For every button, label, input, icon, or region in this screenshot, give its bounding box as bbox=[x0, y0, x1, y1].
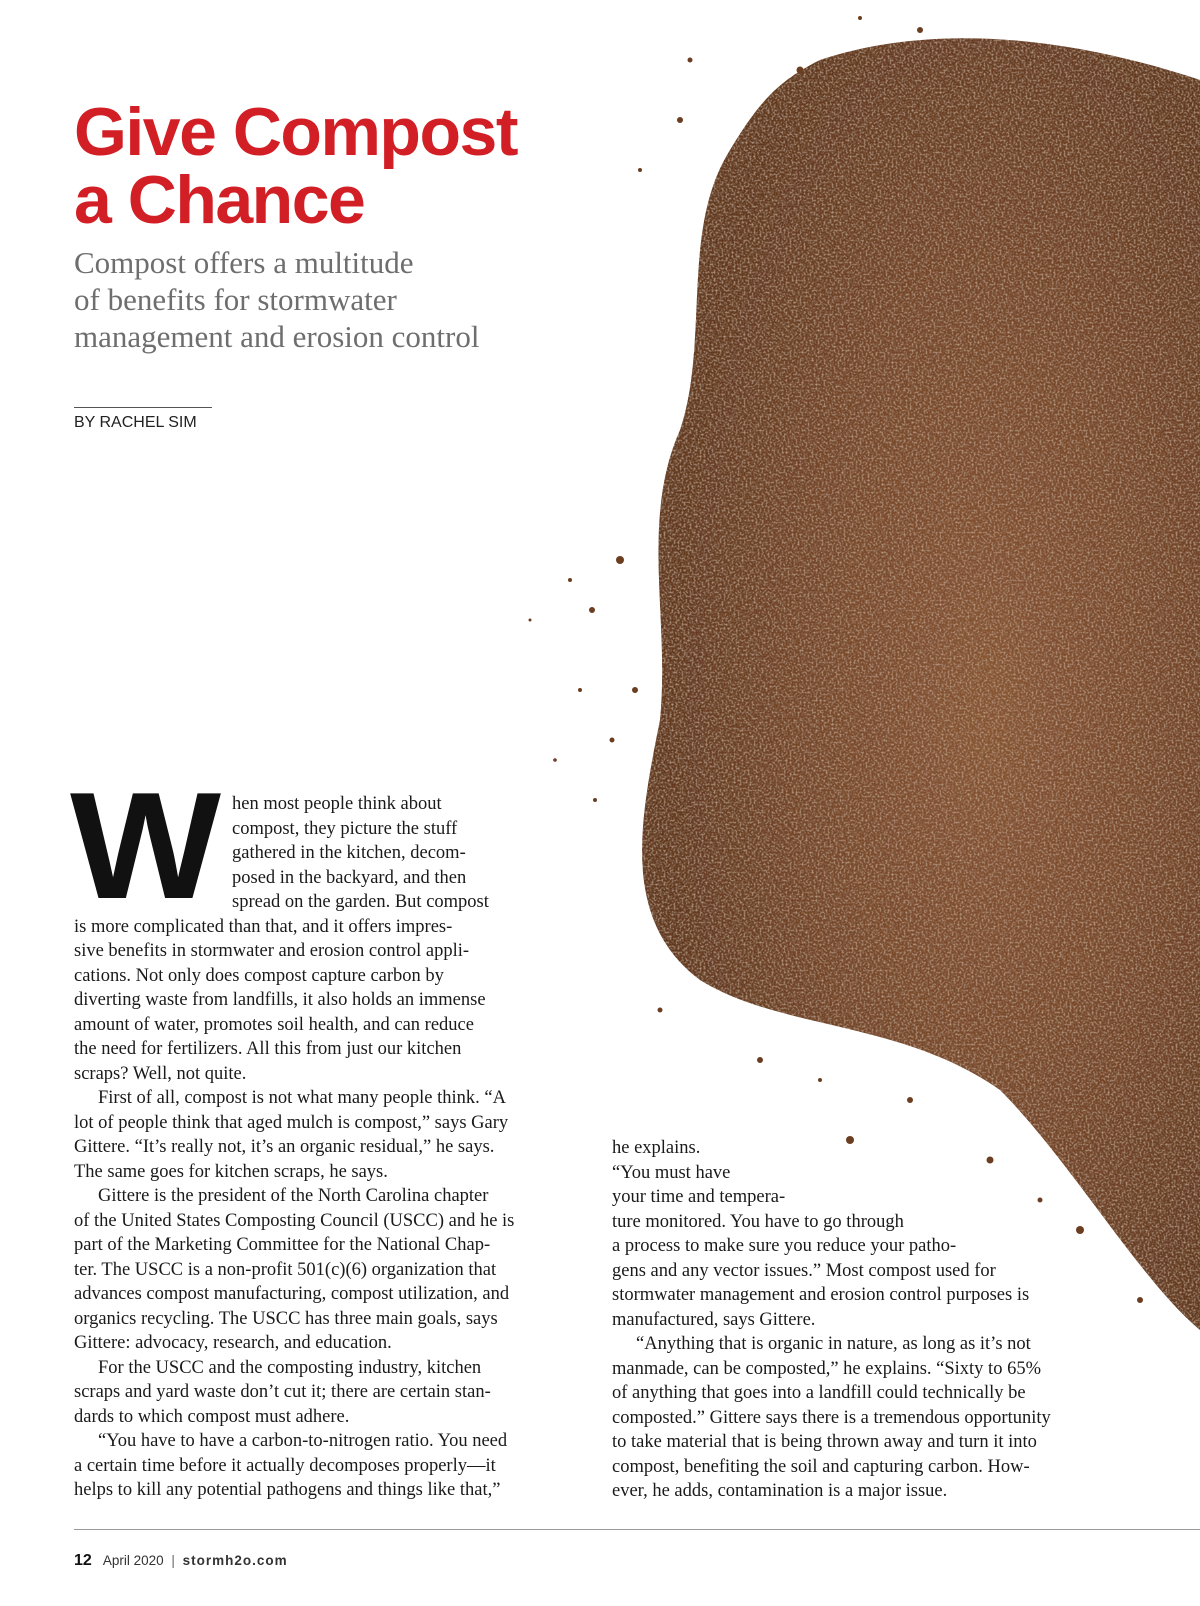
body-text-line: organics recycling. The USCC has three main goals, says bbox=[74, 1308, 498, 1329]
body-text-line: sive benefits in stormwater and erosion control appli- bbox=[74, 941, 470, 961]
page-number: 12 bbox=[74, 1552, 92, 1569]
body-text-line: part of the Marketing Committee for the National Chap- bbox=[74, 1235, 491, 1255]
footer-separator: | bbox=[171, 1553, 175, 1568]
body-text-line: stormwater management and erosion control purposes is bbox=[612, 1285, 1030, 1305]
body-text-line: ever, he adds, contamination is a major issue. bbox=[612, 1481, 948, 1501]
body-text-line: Gittere is the president of the North Carolina chapter bbox=[98, 1186, 489, 1206]
body-column-right bbox=[612, 1136, 1132, 1504]
body-text-line: lot of people think that aged mulch is compost,” says Gary bbox=[74, 1112, 509, 1133]
body-text-line: he explains. bbox=[612, 1138, 701, 1158]
body-text-line: hen most people think about bbox=[232, 794, 442, 814]
body-text-line: For the USCC and the composting industry, kitchen bbox=[98, 1357, 482, 1378]
page-footer bbox=[74, 1552, 288, 1570]
body-text-line: of anything that goes into a landfill could technically be bbox=[612, 1383, 1026, 1403]
body-text-line: manufactured, says Gittere. bbox=[612, 1309, 816, 1330]
body-text-line: spread on the garden. But compost bbox=[232, 892, 489, 912]
title-line-1: Give Compost bbox=[74, 94, 517, 170]
article-subtitle bbox=[74, 244, 574, 355]
body-text-line: diverting waste from landfills, it also holds an immense bbox=[74, 990, 486, 1010]
body-text-line: The same goes for kitchen scraps, he says. bbox=[74, 1161, 388, 1182]
body-text-line: gathered in the kitchen, decom- bbox=[232, 843, 466, 863]
body-text-line: “You must have bbox=[612, 1162, 731, 1183]
article-title bbox=[74, 94, 594, 238]
issue-date: April 2020 bbox=[102, 1553, 164, 1568]
body-text-line: “Anything that is organic in nature, as long as it’s not bbox=[636, 1334, 1031, 1354]
website-link[interactable]: stormh2o.com bbox=[182, 1553, 288, 1568]
body-text-line: compost, benefiting the soil and capturing carbon. How- bbox=[612, 1456, 1030, 1477]
body-column-left bbox=[74, 792, 594, 1503]
body-text-line: advances compost manufacturing, compost utilization, and bbox=[74, 1284, 510, 1304]
body-text-line: your time and tempera- bbox=[612, 1187, 786, 1207]
body-text-line: of the United States Composting Council (USCC) and he is bbox=[74, 1210, 515, 1231]
body-text-line: a process to make sure you reduce your patho- bbox=[612, 1236, 957, 1256]
body-text-line: a certain time before it actually decomposes properly—it bbox=[74, 1455, 496, 1476]
body-text-line: composted.” Gittere says there is a tremendous opportunity bbox=[612, 1407, 1051, 1428]
byline-divider bbox=[74, 407, 212, 408]
subtitle-line-2: of benefits for stormwater bbox=[74, 282, 397, 317]
body-text-line: Gittere. “It’s really not, it’s an organic residual,” he says. bbox=[74, 1137, 495, 1157]
body-text-line: amount of water, promotes soil health, and can reduce bbox=[74, 1014, 474, 1035]
body-text-line: the need for fertilizers. All this from just our kitchen bbox=[74, 1039, 462, 1059]
body-text-line: manmade, can be composted,” he explains. “Sixty to 65% bbox=[612, 1358, 1041, 1379]
footer-divider bbox=[74, 1529, 1200, 1530]
body-text-line: to take material that is being thrown away and turn it into bbox=[612, 1432, 1037, 1452]
body-text-line: cations. Not only does compost capture carbon by bbox=[74, 965, 444, 986]
body-text-line: Gittere: advocacy, research, and education. bbox=[74, 1333, 392, 1353]
subtitle-line-3: management and erosion control bbox=[74, 319, 480, 354]
body-text-line: scraps and yard waste don’t cut it; there are certain stan- bbox=[74, 1382, 491, 1402]
body-text-line: scraps? Well, not quite. bbox=[74, 1063, 247, 1084]
body-text-line: is more complicated than that, and it offers impres- bbox=[74, 916, 453, 937]
body-text-line: ture monitored. You have to go through bbox=[612, 1211, 904, 1232]
subtitle-line-1: Compost offers a multitude bbox=[74, 245, 414, 280]
body-text-line: “You have to have a carbon-to-nitrogen ratio. You need bbox=[98, 1431, 508, 1451]
body-text-line: helps to kill any potential pathogens and things like that,” bbox=[74, 1480, 501, 1500]
body-text-line: gens and any vector issues.” Most compost used for bbox=[612, 1260, 996, 1281]
byline: BY RACHEL SIM bbox=[74, 414, 197, 431]
title-line-2: a Chance bbox=[74, 162, 365, 238]
body-text-line: posed in the backyard, and then bbox=[232, 867, 467, 888]
body-text-line: dards to which compost must adhere. bbox=[74, 1406, 350, 1427]
body-text-line: First of all, compost is not what many people think. “A bbox=[98, 1088, 506, 1108]
body-text-line: ter. The USCC is a non-profit 501(c)(6) organization that bbox=[74, 1259, 497, 1280]
drop-cap: W bbox=[70, 760, 214, 931]
body-text-line: compost, they picture the stuff bbox=[232, 818, 458, 839]
